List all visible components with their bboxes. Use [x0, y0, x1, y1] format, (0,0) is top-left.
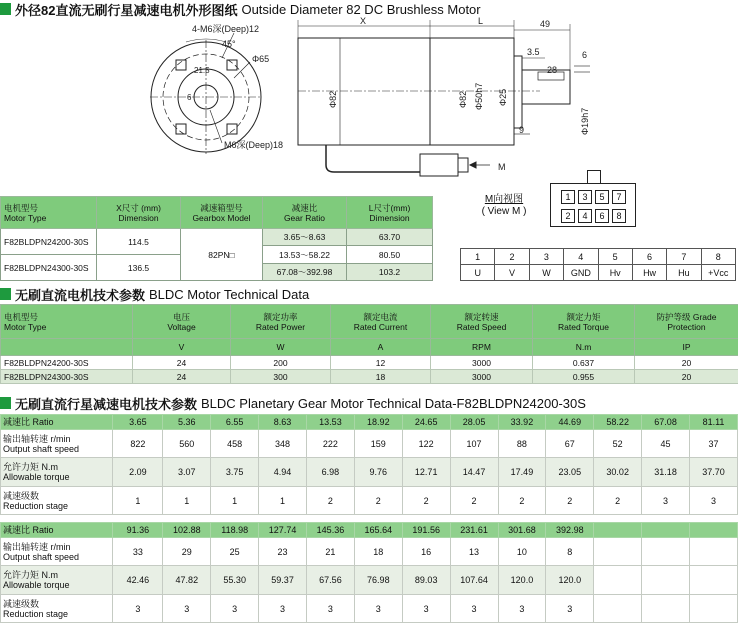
ratio-cell: 118.98 [211, 523, 259, 538]
connector-face [550, 183, 636, 227]
ratio-cell: 28.05 [450, 415, 498, 430]
dim-28: 28 [547, 65, 558, 75]
ratio-cell-empty [690, 523, 738, 538]
cell: 24 [133, 356, 231, 370]
torque-row-label [1, 458, 113, 487]
output-shaft [522, 70, 570, 104]
label-phi82b: Φ82 [458, 90, 468, 108]
hdr-en: Protection [667, 321, 706, 332]
hdr-en: Voltage [167, 321, 196, 332]
label-phi25: Φ25 [498, 88, 508, 106]
cable-connector [420, 154, 458, 176]
cell: 88 [498, 430, 546, 458]
cell: 42.46 [113, 566, 163, 595]
connector-title-cn: M向视图 [484, 194, 524, 205]
hdr-motor-type [1, 197, 97, 229]
torque-row [1, 566, 738, 595]
cell: 1 [163, 487, 211, 515]
dim-6: 6 [582, 50, 588, 60]
cell: 3 [211, 595, 259, 623]
pin-cell-5: 5 [595, 190, 609, 204]
bldc-units-row [1, 339, 738, 356]
label-phi82a: Φ82 [328, 90, 338, 108]
pin-number-row [461, 249, 736, 265]
unit-cell: W [231, 339, 331, 356]
ratio-cell: 33.92 [498, 415, 546, 430]
l-dim-1: 63.70 [347, 229, 433, 246]
cell: 560 [163, 430, 211, 458]
cell: 3 [354, 595, 402, 623]
cell: 2 [307, 487, 355, 515]
pin-signal: U [461, 265, 495, 281]
cell: 3.07 [163, 458, 211, 487]
bldc-data-table [0, 304, 738, 384]
ratio-cell: 392.98 [546, 523, 594, 538]
ratio-cell: 6.55 [211, 415, 259, 430]
pin-number: 4 [564, 249, 598, 265]
bolt-hole-br [227, 124, 237, 134]
ratio-cell: 13.53 [307, 415, 355, 430]
gear-data-table-1 [0, 414, 738, 515]
ratio-cell: 102.88 [163, 523, 211, 538]
ratio-cell: 191.56 [402, 523, 450, 538]
cell: 37 [690, 430, 738, 458]
cell: 21 [307, 538, 355, 566]
cell [642, 538, 690, 566]
section3-cn: 无刷直流行星减速电机技术参数 [15, 396, 198, 412]
ratio-cell: 8.63 [259, 415, 307, 430]
section-title-gear [0, 395, 586, 411]
cell-empty [642, 566, 690, 595]
cell: 9.76 [354, 458, 402, 487]
pin-signal: GND [564, 265, 598, 281]
label-m6-deep18: M6深(Deep)18 [224, 140, 284, 150]
cell: 59.37 [259, 566, 307, 595]
hdr-l-dim [347, 197, 433, 229]
unit-cell: V [133, 339, 231, 356]
label-en: Allowable torque [3, 472, 70, 482]
stage-row-label [1, 595, 113, 623]
cell: 120.0 [546, 566, 594, 595]
bldc-header [1, 305, 738, 339]
hdr-speed [431, 305, 533, 339]
ratio-range-3: 67.08～392.98 [263, 264, 347, 281]
hdr-cn: X尺寸 (mm) [116, 202, 161, 213]
stage-row [1, 595, 738, 623]
ratio-row-label [1, 523, 113, 538]
dim-9: 9 [519, 125, 525, 135]
ratio-cell: 127.74 [259, 523, 307, 538]
pin-cell-4: 4 [578, 209, 592, 223]
cell: 25 [211, 538, 259, 566]
cell: 107.64 [450, 566, 498, 595]
motor-type-header [1, 197, 433, 229]
cell: 2.09 [113, 458, 163, 487]
hdr-en: Motor Type [4, 321, 47, 332]
hdr-en: Dimension [118, 212, 159, 223]
ratio-cell: 91.36 [113, 523, 163, 538]
hdr-en: Rated Torque [558, 321, 609, 332]
section2-cn: 无刷直流电机技术参数 [15, 287, 146, 303]
cell: 3 [642, 487, 690, 515]
pin-number: 2 [495, 249, 529, 265]
motor-body [298, 38, 430, 145]
ratio-cell: 301.68 [498, 523, 546, 538]
pin-number: 7 [667, 249, 701, 265]
ratio-cell: 231.61 [450, 523, 498, 538]
label-phi50h7: Φ50h7 [474, 82, 484, 110]
pin-signal: +Vcc [701, 265, 735, 281]
hdr-cn: 减速比 [291, 202, 318, 213]
pin-signal: Hu [667, 265, 701, 281]
cell: 3 [546, 595, 594, 623]
cell: 37.70 [690, 458, 738, 487]
cell: 1 [113, 487, 163, 515]
ratio-cell: 24.65 [402, 415, 450, 430]
cell: 18 [331, 370, 431, 384]
gearbox-model: 82PN□ [181, 229, 263, 281]
title-cn: 外径82直流无刷行星减速电机外形图纸 [15, 2, 238, 18]
unit-cell: A [331, 339, 431, 356]
cell: 33 [113, 538, 163, 566]
cell-empty [594, 566, 642, 595]
dim-x: X [360, 16, 367, 26]
dim-l: L [478, 16, 484, 26]
bolt-hole-tr [227, 60, 237, 70]
cell: 23.05 [546, 458, 594, 487]
cell: 20 [635, 370, 738, 384]
title-en: Outside Diameter 82 DC Brushless Motor [241, 1, 481, 17]
section-title-bldc [0, 286, 309, 302]
cell [642, 595, 690, 623]
torque-row [1, 458, 738, 487]
ratio-cell: 3.65 [113, 415, 163, 430]
cell: 2 [594, 487, 642, 515]
ratio-cell: 5.36 [163, 415, 211, 430]
hdr-cn: 电压 [172, 311, 190, 322]
cell: 3.75 [211, 458, 259, 487]
label-cn: 减速级数 [3, 598, 40, 609]
motor-type-1: F82BLDPN24200-30S [1, 229, 97, 255]
hdr-cn: 额定力矩 [566, 311, 601, 322]
connector-view-title [478, 194, 530, 218]
ratio-row-label [1, 415, 113, 430]
label-phi19h7: Φ19h7 [580, 107, 590, 135]
cell: 17.49 [498, 458, 546, 487]
hdr-en: Motor Type [4, 212, 47, 223]
cell [690, 538, 738, 566]
cell: F82BLDPN24300-30S [1, 370, 133, 384]
cell: 2 [402, 487, 450, 515]
hdr-current [331, 305, 431, 339]
pin-signal-row [461, 265, 736, 281]
label-phi65: Φ65 [252, 54, 270, 64]
hdr-ratio [263, 197, 347, 229]
ratio-cell: 81.11 [690, 415, 738, 430]
hdr-cn: 减速箱型号 [200, 202, 243, 213]
label-cn: 减速比 [3, 417, 31, 427]
ratio-cell-empty [642, 523, 690, 538]
cell: 3000 [431, 356, 533, 370]
label-en: Reduction stage [3, 500, 69, 511]
pin-cell-1: 1 [561, 190, 575, 204]
connector-row-bottom [561, 209, 626, 223]
pin-signal: W [529, 265, 563, 281]
cell: 159 [354, 430, 402, 458]
label-cn: 减速比 [3, 525, 31, 535]
motor-x-2: 136.5 [97, 255, 181, 281]
cell: 18 [354, 538, 402, 566]
cell: 2 [450, 487, 498, 515]
cell: 16 [402, 538, 450, 566]
ratio-range-1: 3.65～8.63 [263, 229, 347, 246]
cell: 3 [450, 595, 498, 623]
unit-cell: RPM [431, 339, 533, 356]
hdr-en: Rated Current [353, 321, 408, 332]
section-marker [0, 288, 11, 300]
label-en: Reduction stage [3, 608, 69, 619]
cell: 10 [498, 538, 546, 566]
pin-cell-2: 2 [561, 209, 575, 223]
hdr-cn: 额定转速 [464, 311, 499, 322]
cell: 89.03 [402, 566, 450, 595]
cell: 6.98 [307, 458, 355, 487]
cell: 23 [259, 538, 307, 566]
hdr-en: Rated Speed [456, 321, 507, 332]
cell: 67.56 [307, 566, 355, 595]
label-cn: 允许力矩 N.m [3, 570, 58, 580]
hdr-en: Gearbox Model [192, 212, 251, 223]
ratio-cell: 44.69 [546, 415, 594, 430]
label-21-5: 21.5 [194, 66, 210, 75]
section-marker [0, 397, 11, 409]
pin-number: 5 [598, 249, 632, 265]
cell: 2 [546, 487, 594, 515]
ratio-row [1, 523, 738, 538]
hdr-motor-type [1, 305, 133, 339]
label-6: 6 [187, 93, 192, 102]
l-dim-2: 80.50 [347, 246, 433, 264]
stage-row [1, 487, 738, 515]
unit-cell [1, 339, 133, 356]
connector-latch [587, 170, 601, 184]
cell: 13 [450, 538, 498, 566]
speed-row [1, 538, 738, 566]
dim-49: 49 [540, 19, 551, 29]
hdr-cn: 额定电流 [363, 311, 398, 322]
hdr-cn: 额定功率 [263, 311, 298, 322]
cell: 300 [231, 370, 331, 384]
cell: 458 [211, 430, 259, 458]
ratio-range-2: 13.53～58.22 [263, 246, 347, 264]
pin-number: 8 [701, 249, 735, 265]
cell [594, 538, 642, 566]
ratio-cell: 145.36 [307, 523, 355, 538]
section3-en: BLDC Planetary Gear Motor Technical Data-F82BLDPN24200-30S [201, 395, 586, 411]
ratio-row [1, 415, 738, 430]
cell: 0.955 [533, 370, 635, 384]
hdr-en: Gear Ratio [283, 212, 326, 223]
cell: 76.98 [354, 566, 402, 595]
torque-row-label [1, 566, 113, 595]
cell: 3 [498, 595, 546, 623]
connector-row-top [561, 190, 626, 204]
motor-type-table [0, 196, 433, 281]
bolt-hole-bl [176, 124, 186, 134]
cell: 222 [307, 430, 355, 458]
cell: 200 [231, 356, 331, 370]
speed-row-label [1, 538, 113, 566]
label-en: Allowable torque [3, 580, 70, 590]
hdr-cn: L尺寸(mm) [368, 202, 411, 213]
cell: 12.71 [402, 458, 450, 487]
cell: 3 [307, 595, 355, 623]
unit-cell: IP [635, 339, 738, 356]
label-en: Output shaft speed [3, 551, 80, 562]
label-en: Ratio [32, 417, 54, 427]
pin-cell-3: 3 [578, 190, 592, 204]
cell: 24 [133, 370, 231, 384]
pin-signal: Hw [632, 265, 666, 281]
pin-signal: Hv [598, 265, 632, 281]
cell: 47.82 [163, 566, 211, 595]
hdr-x-dim [97, 197, 181, 229]
cell: 12 [331, 356, 431, 370]
pin-signal: V [495, 265, 529, 281]
cell: 4.94 [259, 458, 307, 487]
cell [690, 595, 738, 623]
motor-x-1: 114.5 [97, 229, 181, 255]
cell: 52 [594, 430, 642, 458]
cell: 8 [546, 538, 594, 566]
cell [594, 595, 642, 623]
ratio-cell: 165.64 [354, 523, 402, 538]
pin-number: 1 [461, 249, 495, 265]
cell: 3000 [431, 370, 533, 384]
ratio-cell: 18.92 [354, 415, 402, 430]
speed-row-label [1, 430, 113, 458]
label-en: Output shaft speed [3, 443, 80, 454]
cell-empty [690, 566, 738, 595]
ratio-cell: 67.08 [642, 415, 690, 430]
cell: 107 [450, 430, 498, 458]
hdr-en: Dimension [369, 212, 410, 223]
outline-drawing [0, 0, 738, 185]
table-row [1, 370, 738, 384]
hdr-cn: 电机型号 [4, 202, 39, 213]
pin-table [460, 248, 736, 281]
cell: 3 [402, 595, 450, 623]
speed-row [1, 430, 738, 458]
cell: 45 [642, 430, 690, 458]
cell: 67 [546, 430, 594, 458]
label-angle45: 45° [222, 39, 236, 49]
pin-cell-8: 8 [612, 209, 626, 223]
motor-type-2: F82BLDPN24300-30S [1, 255, 97, 281]
cell: 3 [113, 595, 163, 623]
hdr-protection [635, 305, 738, 339]
pin-number: 6 [632, 249, 666, 265]
cell: 14.47 [450, 458, 498, 487]
label-cn: 输出轴转速 r/min [3, 541, 71, 552]
label-m6-deep12: 4-M6深(Deep)12 [192, 24, 260, 34]
pin-cell-6: 6 [595, 209, 609, 223]
cell: 0.637 [533, 356, 635, 370]
gear-data-table-2 [0, 522, 738, 623]
cell: 348 [259, 430, 307, 458]
hdr-voltage [133, 305, 231, 339]
cell: 822 [113, 430, 163, 458]
cell: 30.02 [594, 458, 642, 487]
connector-title-en: ( View M ) [481, 206, 527, 217]
unit-cell: N.m [533, 339, 635, 356]
stage-row-label [1, 487, 113, 515]
cell: 120.0 [498, 566, 546, 595]
ratio-cell-empty [594, 523, 642, 538]
ratio-cell: 58.22 [594, 415, 642, 430]
hdr-power [231, 305, 331, 339]
cell: 1 [259, 487, 307, 515]
cell: 31.18 [642, 458, 690, 487]
connector-tip [458, 158, 468, 172]
cell: 3 [259, 595, 307, 623]
cell: 1 [211, 487, 259, 515]
l-dim-3: 103.2 [347, 264, 433, 281]
cell: F82BLDPN24200-30S [1, 356, 133, 370]
label-cn: 减速级数 [3, 490, 40, 501]
label-cn: 允许力矩 N.m [3, 462, 58, 472]
cell: 2 [354, 487, 402, 515]
hdr-gearbox [181, 197, 263, 229]
motor-cable [326, 145, 420, 172]
table-row [1, 229, 433, 246]
dim-3-5: 3.5 [527, 47, 540, 57]
mark-m: M [498, 162, 506, 172]
label-cn: 输出轴转速 r/min [3, 433, 71, 444]
hdr-en: Rated Power [255, 321, 306, 332]
hdr-torque [533, 305, 635, 339]
hdr-cn: 防护等级 Grade [656, 311, 717, 322]
pin-cell-7: 7 [612, 190, 626, 204]
table-row [1, 356, 738, 370]
cell: 122 [402, 430, 450, 458]
cell: 3 [690, 487, 738, 515]
cell: 3 [163, 595, 211, 623]
cell: 29 [163, 538, 211, 566]
label-en: Ratio [32, 525, 54, 535]
cell: 2 [498, 487, 546, 515]
hdr-cn: 电机型号 [4, 311, 39, 322]
gearbox-pilot [514, 56, 522, 128]
cell: 55.30 [211, 566, 259, 595]
pin-number: 3 [529, 249, 563, 265]
section2-en: BLDC Motor Technical Data [149, 286, 310, 302]
cell: 20 [635, 356, 738, 370]
